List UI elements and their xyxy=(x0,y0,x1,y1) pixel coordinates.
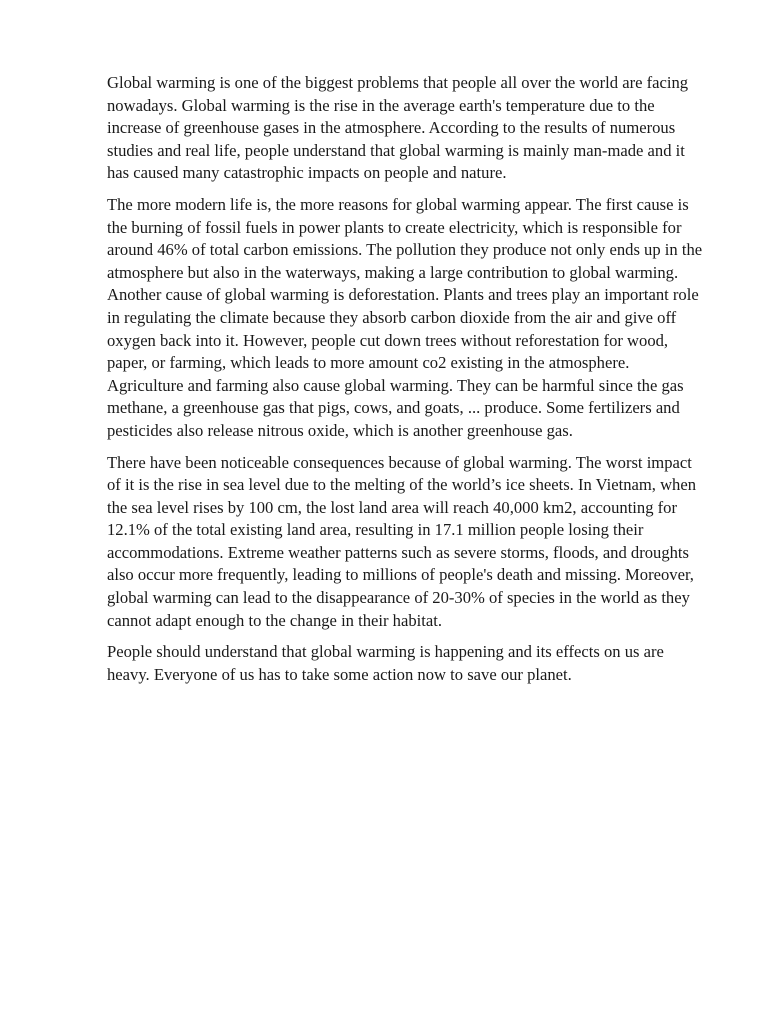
paragraph-conclusion: People should understand that global warming is happening and its effects on us are heavy. Everyone of us has to take some action now to save our planet. xyxy=(107,642,664,684)
paragraph-introduction: Global warming is one of the biggest problems that people all over the world are facing nowadays. Global warming is the rise in the average earth's temperature due to the increase of greenhouse gases in the atmosphere. According to the results of numerous studies and real life, people understand that global warming is mainly man-made and it has caused many catastrophic impacts on people and nature. xyxy=(107,73,689,183)
document-page xyxy=(107,72,707,695)
paragraph-consequences: There have been noticeable consequences because of global warming. The worst impact of it is the rise in sea level due to the melting of the world’s ice sheets. In Vietnam, when the sea level rises by 100 cm, the lost land area will reach 40,000 km2, accounting for 12.1% of the total existing land area, resulting in 17.1 million people losing their accommodations. Extreme weather patterns such as severe storms, floods, and droughts also occur more frequently, leading to millions of people's death and missing. Moreover, global warming can lead to the disappearance of 20-30% of species in the world as they cannot adapt enough to the change in their habitat. xyxy=(107,452,697,630)
paragraph-causes: The more modern life is, the more reasons for global warming appear. The first cause is the burning of fossil fuels in power plants to create electricity, which is responsible for around 46% of total carbon emissions. The pollution they produce not only ends up in the atmosphere but also in the waterways, making a large contribution to global warming. Another cause of global warming is deforestation. Plants and trees play an important role in regulating the climate because they absorb carbon dioxide from the air and give off oxygen back into it. However, people cut down trees without reforestation for wood, paper, or farming, which leads to more amount co2 existing in the atmosphere. Agriculture and farming also cause global warming. They can be harmful since the gas methane, a greenhouse gas that pigs, cows, and goats, ... produce. Some fertilizers and pesticides also release nitrous oxide, which is another greenhouse gas. xyxy=(107,194,703,440)
